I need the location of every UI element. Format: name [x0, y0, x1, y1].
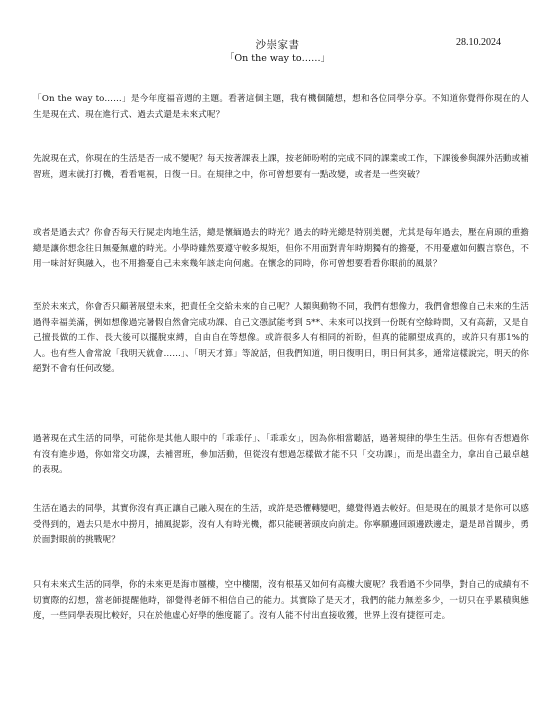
letter-subtitle: 「On the way to……」 [224, 53, 331, 64]
paragraph-past-students: 生活在過去的同學，其實你沒有真正讓自己融入現在的生活，或許是恐懼轉變吧，總覺得過去較好。但是現在的風景才是你可以感受得到的，過去只是水中撈月，捕風捉影，沒有人有時光機，都只能硬著頭皮向前走。你寧願邊回頭邊跌邊走，還是昂首闊步，勇於面對眼前的挑戰呢？ [33, 504, 529, 545]
paragraph-future: 至於未來式，你會否只顧著展望未來，把責任全交給未來的自己呢？人類與動物不同，我們有想像力，我們會想像自己未來的生活過得幸福美滿，例如想像過完暑假自然會完成功課、自己文憑試能考到 5**、未來可以找到一份既有空餘時間，又有高薪，又是自己擅長做的工作、長大後可以擺脫束縛，自由自在等想像。或許很多人有相同的祈盼，但真的能願望成真的，或許只有那1%的人。也有些人會常說「我明天就會……」、「明天才算」等說話，但我們知道，明日復明日，明日何其多，通常這樣說完，明天的你絕對不會有任何改變。 [33, 302, 529, 374]
paragraph-present-students: 過著現在式生活的同學，可能你是其他人眼中的「乖乖仔」、「乖乖女」，因為你相當聽話，過著規律的學生生活。但你有否想過你有沒有進步過，你如常交功課，去補習班，參加活動，但從沒有想過怎樣做才能不只「交功課」，而是出盡全力，拿出自己最卓越的表現。 [33, 434, 529, 475]
paragraph-past: 或者是過去式？你會否每天行屍走肉地生活，總是懷緬過去的時光？過去的時光總是特別美麗，尤其是每年過去，壓在肩頭的重擔總是讓你想念往日無憂無慮的時光。小學時雖然要遵守較多規矩，但你不用面對青年時期獨有的擔憂，不用憂慮如何觀言察色，不用一味討好與融入，也不用擔憂自己未來幾年該走向何處。在懷念的同時，你可曾想要看看你眼前的風景？ [33, 228, 529, 269]
paragraph-present: 先說現在式，你現在的生活是否一成不變呢？每天按著課表上課，按老師吩咐的完成不同的課業或工作，下課後參與課外活動或補習班，週末就打打機，看看電視，日復一日。在規律之中，你可曾想要有一點改變，或者是一些突破？ [33, 154, 529, 180]
letter-title: 沙崇家書 [255, 39, 300, 51]
paragraph-future-students: 只有未來式生活的同學，你的未來更是海市蜃樓，空中樓閣，沒有根基又如何有高樓大廈呢？我看過不少同學，對自己的成績有不切實際的幻想，當老師提醒他時，卻覺得老師不相信自己的能力。其實除了是天才，我們的能力無差多少，一切只在乎累積與態度，一些同學表現比較好，只在於他虛心好學的態度罷了。沒有人能不付出直接收獲，世界上沒有捷徑可走。 [33, 580, 529, 621]
paragraph-intro: 「On the way to……」是今年度福音週的主題。看著這個主題，我有機個隨想，想和各位同學分享。不知道你覺得你現在的人生是現在式、現在進行式、過去式還是未來式呢？ [33, 94, 529, 120]
letter-date: 28.10.2024 [456, 37, 501, 48]
